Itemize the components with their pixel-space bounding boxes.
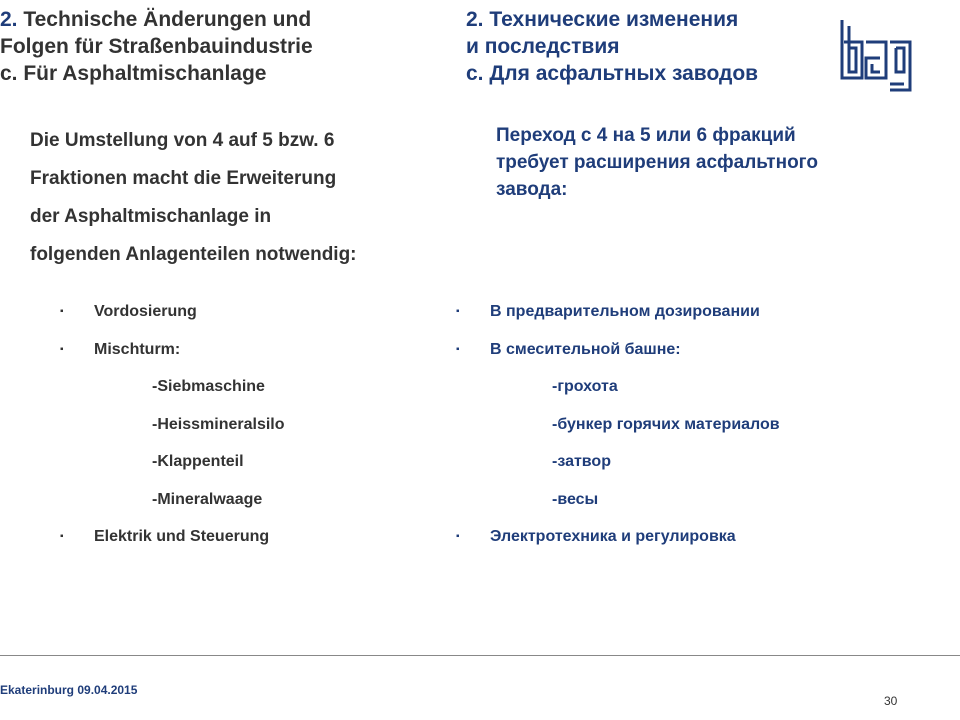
title-de-line2: Folgen für Straßenbauindustrie bbox=[0, 35, 313, 58]
list-item bbox=[456, 338, 936, 376]
list-russian bbox=[456, 300, 936, 563]
intro-russian bbox=[496, 122, 926, 203]
bullet-icon: ▪ bbox=[456, 531, 460, 542]
list-item bbox=[456, 525, 936, 563]
sub-item-label: -Mineralwaage bbox=[152, 490, 263, 508]
title-ru-line1: 2. Технические изменения bbox=[466, 8, 739, 31]
footer-divider bbox=[0, 655, 960, 656]
bullet-icon: ▪ bbox=[60, 306, 64, 317]
sub-item-label: -грохота bbox=[552, 378, 618, 395]
list-item-label: Mischturm: bbox=[94, 340, 181, 358]
list-german bbox=[60, 300, 460, 563]
bullet-icon: ▪ bbox=[60, 531, 64, 542]
sub-item-label: -Siebmaschine bbox=[152, 378, 265, 395]
list-item-label: В предварительном дозировании bbox=[490, 303, 760, 320]
sub-item-label: -затвор bbox=[552, 453, 611, 470]
title-german bbox=[0, 6, 420, 87]
intro-german bbox=[30, 122, 460, 274]
sub-list-item bbox=[60, 413, 460, 451]
list-item-label: В смесительной башне: bbox=[490, 340, 681, 358]
sub-item-label: -бункер горячих материалов bbox=[552, 415, 780, 433]
sub-list-item bbox=[456, 413, 936, 451]
bag-logo bbox=[836, 14, 916, 94]
title-de-line1: Technische Änderungen und bbox=[23, 8, 312, 31]
intro-ru-line: требует расширения асфальтного bbox=[496, 152, 818, 173]
intro-de-line: der Asphaltmischanlage in bbox=[30, 206, 272, 227]
sub-item-label: -весы bbox=[552, 490, 599, 508]
list-item bbox=[60, 338, 460, 376]
list-item bbox=[60, 300, 460, 338]
intro-de-line: Fraktionen macht die Erweiterung bbox=[30, 168, 337, 189]
title-de-line3: c. Für Asphaltmischanlage bbox=[0, 62, 267, 85]
sub-list-item bbox=[60, 450, 460, 488]
title-number: 2. bbox=[0, 8, 18, 31]
sub-item-label: -Heissmineralsilo bbox=[152, 415, 285, 433]
sub-list-item bbox=[456, 450, 936, 488]
list-item-label: Vordosierung bbox=[94, 303, 197, 320]
bullet-icon: ▪ bbox=[456, 306, 460, 317]
sub-item-label: -Klappenteil bbox=[152, 453, 244, 470]
sub-list-item bbox=[456, 375, 936, 413]
bullet-icon: ▪ bbox=[60, 343, 64, 355]
bullet-icon: ▪ bbox=[456, 343, 460, 355]
intro-de-line: Die Umstellung von 4 auf 5 bzw. 6 bbox=[30, 130, 335, 151]
intro-ru-line: завода: bbox=[496, 179, 568, 200]
footer-location-date: Ekaterinburg 09.04.2015 bbox=[0, 683, 138, 697]
sub-list-item bbox=[456, 488, 936, 526]
intro-de-line: folgenden Anlagenteilen notwendig: bbox=[30, 244, 357, 265]
list-item bbox=[456, 300, 936, 338]
sub-list-item bbox=[60, 488, 460, 526]
title-ru-line3: с. Для асфальтных заводов bbox=[466, 62, 759, 85]
title-russian bbox=[466, 6, 846, 87]
list-item-label: Elektrik und Steuerung bbox=[94, 528, 270, 545]
sub-list-item bbox=[60, 375, 460, 413]
list-item bbox=[60, 525, 460, 563]
page-number: 30 bbox=[884, 694, 898, 708]
list-item-label: Электротехника и регулировка bbox=[490, 528, 736, 545]
intro-ru-line: Переход с 4 на 5 или 6 фракций bbox=[496, 125, 796, 146]
title-ru-line2: и последствия bbox=[466, 35, 620, 58]
